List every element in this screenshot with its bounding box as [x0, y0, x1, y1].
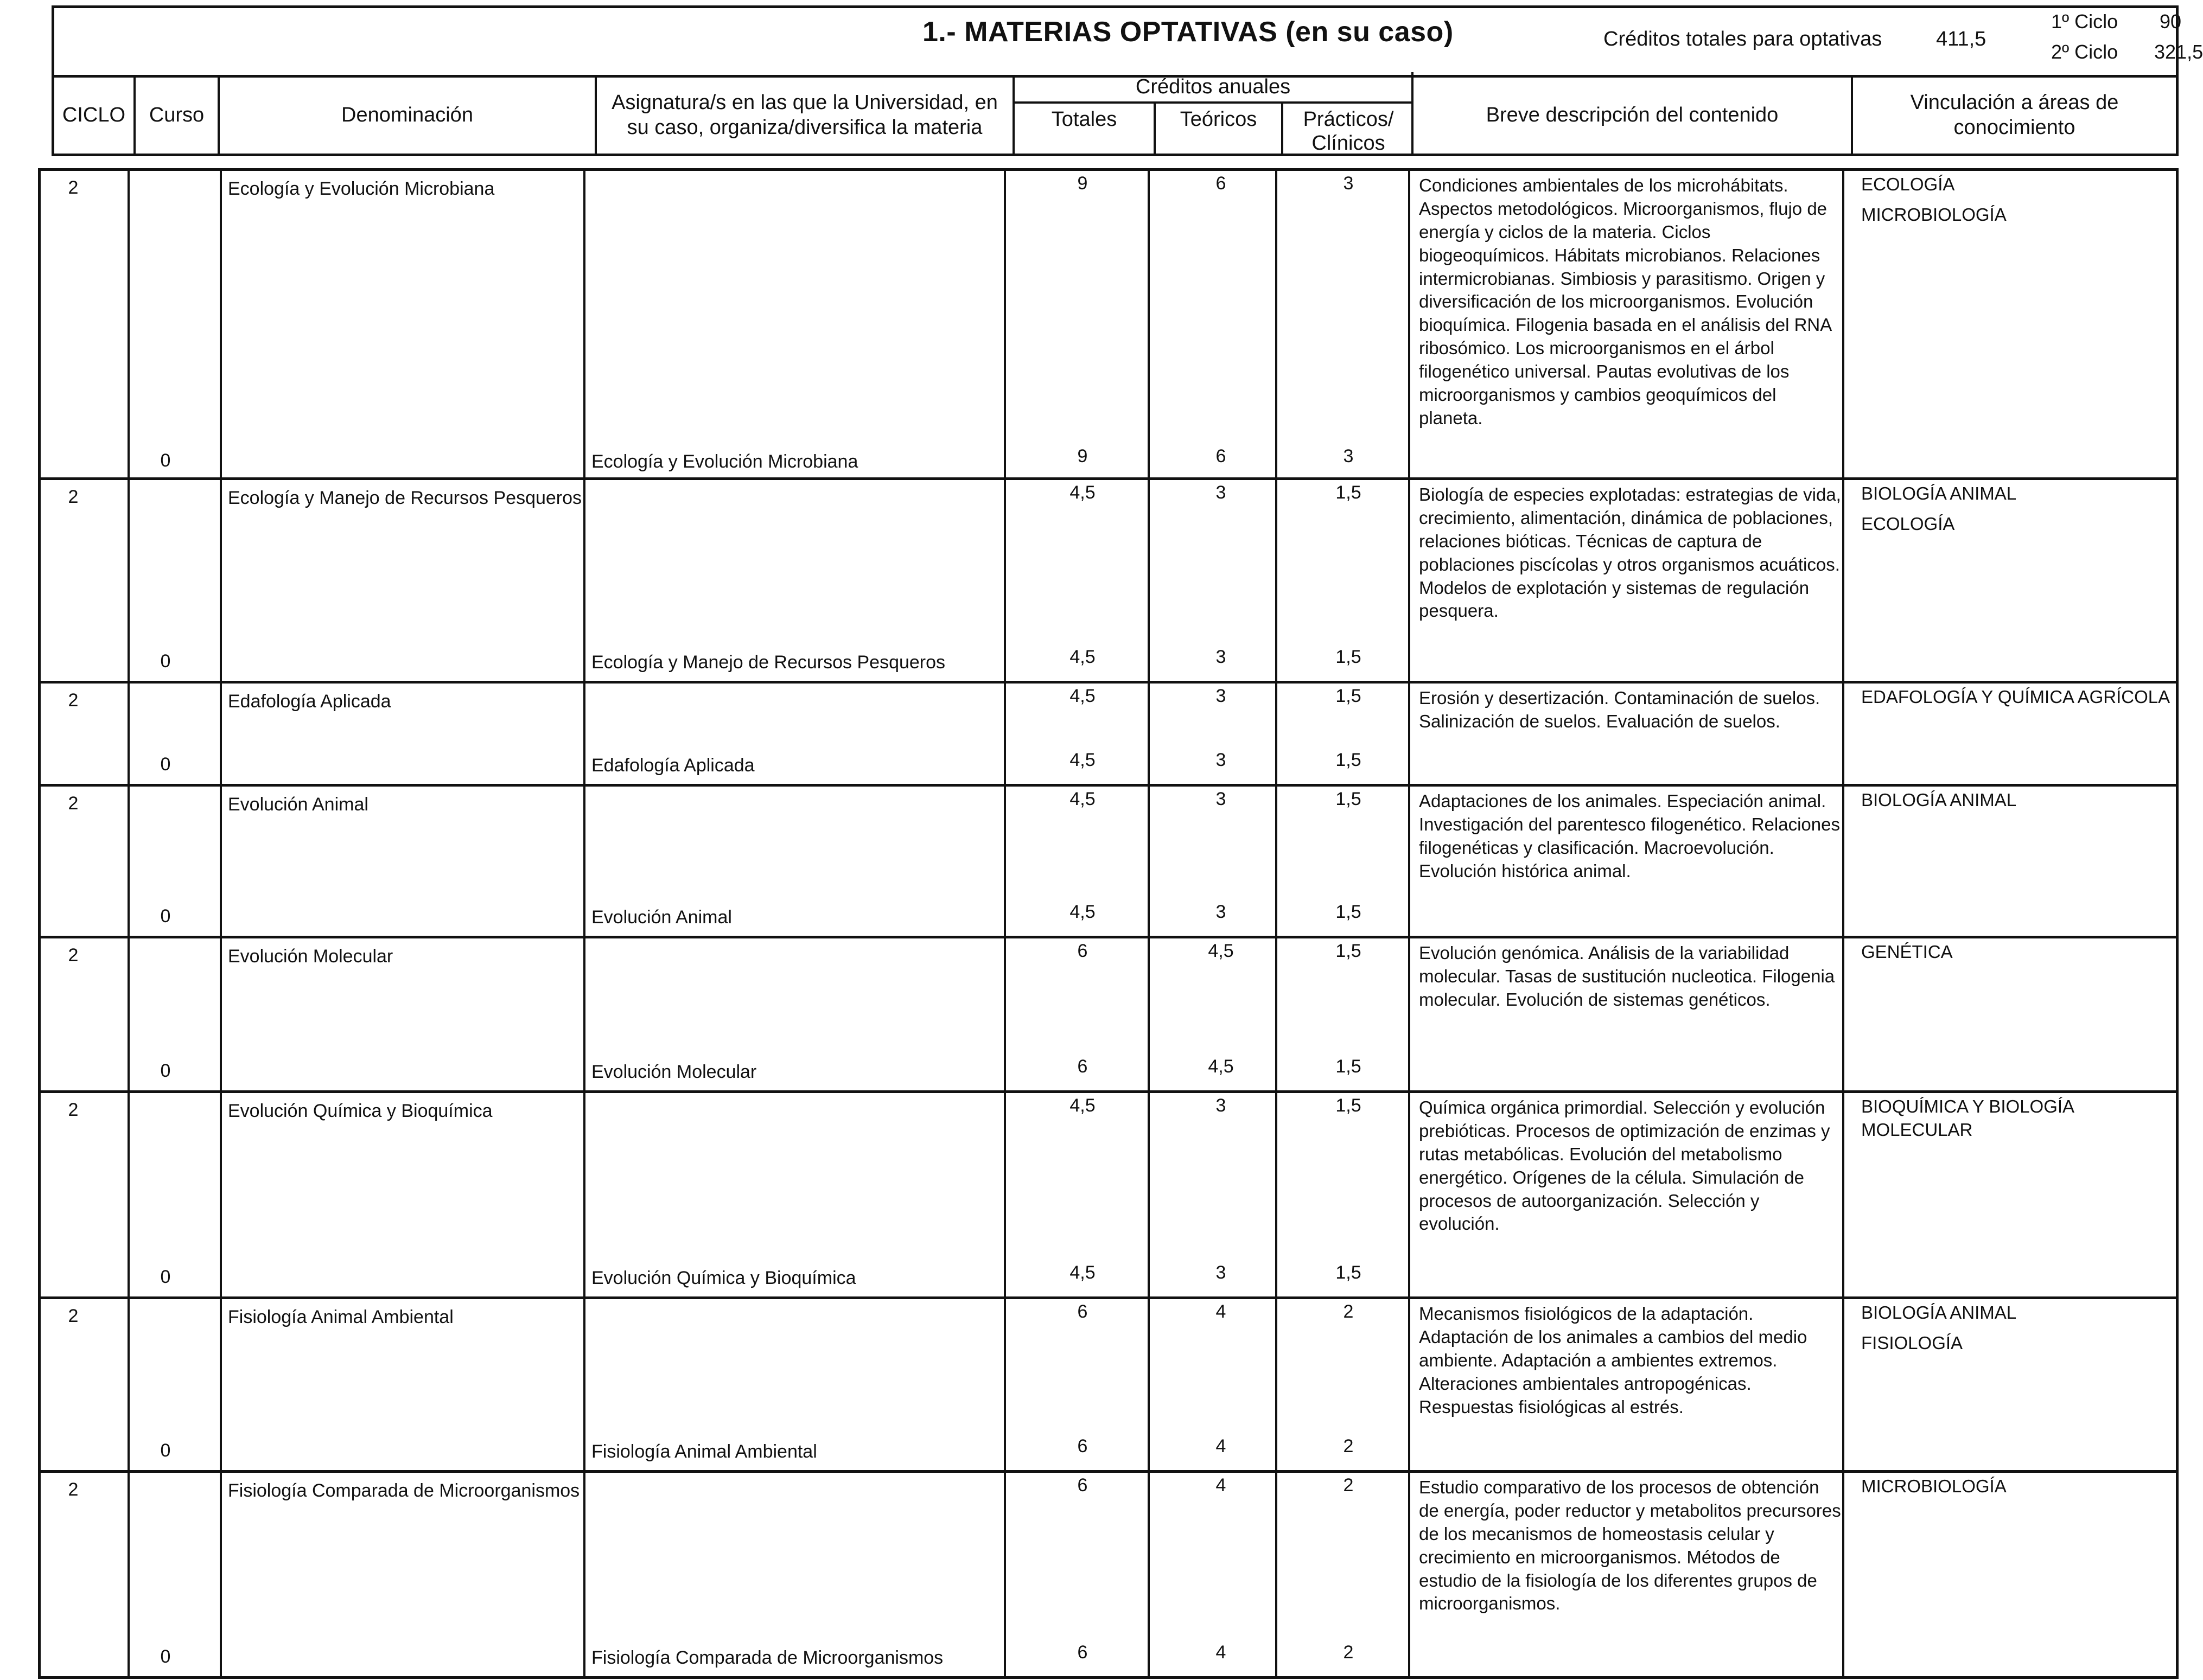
column-divider [1408, 1299, 1410, 1470]
column-divider [220, 480, 222, 681]
table-row [38, 480, 2179, 684]
practicos-cell: 1,5 [1335, 482, 1361, 503]
column-divider [128, 1473, 130, 1676]
totales-cell: 4,5 [1069, 482, 1096, 503]
practicos-cell: 1,5 [1335, 1056, 1361, 1077]
asignatura-cell: Evolución Animal [591, 907, 732, 928]
practicos-cell: 1,5 [1335, 789, 1361, 809]
ciclo-cell: 2 [68, 793, 79, 814]
area-label: ECOLOGÍA [1861, 514, 1955, 534]
table-row [38, 1473, 2179, 1679]
curso-cell: 0 [160, 1440, 171, 1461]
column-divider [220, 171, 222, 477]
col-asignaturas: Asignatura/s en las que la Universidad, en su caso, organiza/diversifica la materia [597, 78, 1015, 154]
column-divider [220, 1473, 222, 1676]
descripcion-cell: Evolución genómica. Análisis de la variabilidad molecular. Tasas de sustitución nucleotica. Filogenia molecular. Evolución de sistemas genéticos. [1419, 943, 1835, 1010]
column-divider [583, 1093, 585, 1296]
table-row [38, 168, 2179, 480]
denominacion-cell: Fisiología Comparada de Microorganismos [228, 1480, 580, 1501]
area-label: BIOLOGÍA ANIMAL [1861, 1302, 2017, 1323]
descripcion-cell: Mecanismos fisiológicos de la adaptación. Adaptación de los animales a cambios del medio ambiente. Adaptación a ambientes extremos. Alteraciones ambientales antropogénicas. Respuestas fisiológicas al estrés. [1419, 1304, 1807, 1417]
ciclo2-value: 321,5 [2154, 41, 2203, 63]
column-divider [583, 171, 585, 477]
practicos-cell: 2 [1343, 1475, 1354, 1496]
teoricos-cell: 6 [1215, 173, 1226, 194]
totales-cell: 6 [1077, 941, 1088, 961]
col-descripcion: Breve descripción del contenido [1414, 78, 1853, 154]
column-divider [1148, 480, 1150, 681]
practicos-cell: 1,5 [1335, 647, 1361, 667]
practicos-cell: 1,5 [1335, 686, 1361, 706]
teoricos-cell: 4 [1215, 1436, 1226, 1457]
column-divider [128, 171, 130, 477]
denominacion-cell: Evolución Molecular [228, 946, 393, 967]
curso-cell: 0 [160, 906, 171, 927]
practicos-cell: 3 [1343, 446, 1354, 467]
curso-cell: 0 [160, 1267, 171, 1287]
col-curso: Curso [136, 78, 220, 154]
column-divider [1408, 1093, 1410, 1296]
totales-cell: 9 [1077, 446, 1088, 467]
column-divider [128, 938, 130, 1090]
column-divider [1148, 938, 1150, 1090]
column-divider [1148, 787, 1150, 936]
teoricos-cell: 3 [1215, 647, 1226, 667]
column-divider [1148, 171, 1150, 477]
asignatura-cell: Evolución Molecular [591, 1062, 757, 1082]
column-divider [1148, 1093, 1150, 1296]
totales-cell: 4,5 [1069, 1262, 1096, 1283]
totales-cell: 9 [1077, 173, 1088, 194]
asignatura-cell: Fisiología Animal Ambiental [591, 1441, 817, 1462]
ciclo-cell: 2 [68, 1100, 79, 1120]
denominacion-cell: Ecología y Manejo de Recursos Pesqueros [228, 488, 582, 508]
totales-cell: 4,5 [1069, 647, 1096, 667]
ciclo-cell: 2 [68, 1306, 79, 1326]
column-divider [220, 1299, 222, 1470]
teoricos-cell: 3 [1215, 1095, 1226, 1116]
totales-cell: 6 [1077, 1301, 1088, 1322]
area-label: MICROBIOLOGÍA [1861, 205, 2007, 225]
col-creditos-group [1015, 72, 1414, 154]
ciclo-cell: 2 [68, 487, 79, 507]
column-header-row [52, 75, 2179, 156]
denominacion-cell: Fisiología Animal Ambiental [228, 1307, 454, 1327]
column-divider [583, 938, 585, 1090]
practicos-cell: 1,5 [1335, 750, 1361, 770]
teoricos-cell: 6 [1215, 446, 1226, 467]
area-label: MICROBIOLOGÍA [1861, 1476, 2007, 1496]
column-divider [1004, 787, 1006, 936]
credits-total: 411,5 [1936, 28, 1986, 50]
teoricos-cell: 3 [1215, 750, 1226, 770]
curso-cell: 0 [160, 450, 171, 471]
table-row [38, 1299, 2179, 1473]
column-divider [1004, 1473, 1006, 1676]
column-divider [1275, 684, 1277, 784]
col-vinculacion: Vinculación a áreas de conocimiento [1910, 91, 2119, 139]
area-label: BIOLOGÍA ANIMAL [1861, 790, 2017, 810]
asignatura-cell: Fisiología Comparada de Microorganismos [591, 1647, 944, 1668]
column-divider [128, 684, 130, 784]
column-divider [128, 1093, 130, 1296]
denominacion-cell: Evolución Química y Bioquímica [228, 1101, 493, 1121]
asignatura-cell: Ecología y Manejo de Recursos Pesqueros [591, 652, 946, 673]
area-label: FISIOLOGÍA [1861, 1333, 1963, 1353]
totales-cell: 6 [1077, 1475, 1088, 1496]
totales-cell: 4,5 [1069, 686, 1096, 706]
curso-cell: 0 [160, 1646, 171, 1667]
practicos-cell: 1,5 [1335, 1095, 1361, 1116]
descripcion-cell: Biología de especies explotadas: estrategias de vida, crecimiento, alimentación, dinámica de poblaciones, relaciones bióticas. Técnicas de captura de poblaciones piscícolas y otros organismos acuáticos. Modelos de explotación y sistemas de regulación pesquera. [1419, 484, 1841, 621]
asignatura-cell: Ecología y Evolución Microbiana [591, 451, 858, 472]
column-divider [128, 1299, 130, 1470]
column-divider [1004, 684, 1006, 784]
col-practicos: Prácticos/ Clínicos [1303, 108, 1394, 155]
column-divider [1275, 1473, 1277, 1676]
column-divider [583, 1473, 585, 1676]
curso-cell: 0 [160, 651, 171, 672]
ciclo-cell: 2 [68, 690, 79, 711]
totales-cell: 4,5 [1069, 902, 1096, 922]
credits-label: Créditos totales para optativas [1603, 28, 1882, 50]
col-denominacion: Denominación [220, 78, 597, 154]
column-divider [1842, 1093, 1844, 1296]
ciclo1-label: 1º Ciclo [2051, 10, 2118, 33]
teoricos-cell: 3 [1215, 482, 1226, 503]
area-label: GENÉTICA [1861, 942, 1953, 962]
column-divider [583, 480, 585, 681]
totales-cell: 6 [1077, 1056, 1088, 1077]
column-divider [1275, 171, 1277, 477]
column-divider [1842, 938, 1844, 1090]
column-divider [220, 1093, 222, 1296]
column-divider [1842, 684, 1844, 784]
col-ciclo: CICLO [54, 78, 136, 154]
column-divider [128, 787, 130, 936]
practicos-cell: 1,5 [1335, 941, 1361, 961]
page-title: 1.- MATERIAS OPTATIVAS (en su caso) [922, 16, 1454, 48]
denominacion-cell: Evolución Animal [228, 794, 368, 815]
teoricos-cell: 3 [1215, 902, 1226, 922]
column-divider [1275, 787, 1277, 936]
table-row [38, 787, 2179, 938]
teoricos-cell: 4 [1215, 1301, 1226, 1322]
table-row [38, 1093, 2179, 1299]
descripcion-cell: Estudio comparativo de los procesos de obtención de energía, poder reductor y metabolitos precursores de los mecanismos de homeostasis celular y crecimiento en microorganismos. Métodos de estudio de la fisiología de los diferentes grupos de microorganismos. [1419, 1477, 1841, 1614]
ciclo2-label: 2º Ciclo [2051, 41, 2118, 63]
totales-cell: 4,5 [1069, 750, 1096, 770]
column-divider [1275, 1093, 1277, 1296]
column-divider [1408, 480, 1410, 681]
ciclo-cell: 2 [68, 177, 79, 198]
ciclo-cell: 2 [68, 1479, 79, 1500]
descripcion-cell: Adaptaciones de los animales. Especiación animal. Investigación del parentesco filogenético. Relaciones filogenéticas y clasificación. Macroevolución. Evolución histórica animal. [1419, 791, 1840, 881]
denominacion-cell: Edafología Aplicada [228, 691, 391, 712]
teoricos-cell: 3 [1215, 1262, 1226, 1283]
totales-cell: 4,5 [1069, 1095, 1096, 1116]
col-teoricos: Teóricos [1156, 104, 1283, 154]
column-divider [583, 684, 585, 784]
column-divider [1004, 1299, 1006, 1470]
table-row [38, 684, 2179, 787]
column-divider [1275, 1299, 1277, 1470]
totales-cell: 4,5 [1069, 789, 1096, 809]
column-divider [1004, 171, 1006, 477]
column-divider [1842, 1299, 1844, 1470]
teoricos-cell: 3 [1215, 686, 1226, 706]
column-divider [220, 684, 222, 784]
column-divider [1408, 1473, 1410, 1676]
column-divider [220, 787, 222, 936]
title-bar [52, 5, 2203, 75]
column-divider [1004, 480, 1006, 681]
column-divider [1004, 1093, 1006, 1296]
area-label: BIOLOGÍA ANIMAL [1861, 483, 2017, 503]
teoricos-cell: 4 [1215, 1475, 1226, 1496]
totales-cell: 6 [1077, 1642, 1088, 1663]
col-creditos: Créditos anuales [1015, 72, 1411, 104]
column-divider [1408, 787, 1410, 936]
column-divider [1148, 1299, 1150, 1470]
table-row [38, 938, 2179, 1093]
curso-cell: 0 [160, 754, 171, 775]
column-divider [1148, 1473, 1150, 1676]
column-divider [1842, 171, 1844, 477]
teoricos-cell: 4 [1215, 1642, 1226, 1663]
practicos-cell: 1,5 [1335, 902, 1361, 922]
col-totales: Totales [1015, 104, 1156, 154]
column-divider [1842, 787, 1844, 936]
column-divider [1408, 171, 1410, 477]
asignatura-cell: Evolución Química y Bioquímica [591, 1268, 856, 1288]
denominacion-cell: Ecología y Evolución Microbiana [228, 178, 495, 199]
column-divider [1004, 938, 1006, 1090]
column-divider [583, 1299, 585, 1470]
area-label: EDAFOLOGÍA Y QUÍMICA AGRÍCOLA [1861, 687, 2170, 707]
descripcion-cell: Condiciones ambientales de los microhábitats. Aspectos metodológicos. Microorganismos, flujo de energía y ciclos de la materia. Ciclos biogeoquímicos. Hábitats microbianos. Relaciones intermicrobianas. Simbiosis y parasitismo. Origen y diversificación de los microorganismos. Evolución bioquímica. Filogenia basada en el análisis del RNA ribosómico. Los microorganismos en el árbol filogenético universal. Pautas evolutivas de los microorganismos y cambios geoquímicos del planeta. [1419, 175, 1831, 428]
descripcion-cell: Química orgánica primordial. Selección y evolución prebióticas. Procesos de optimización de enzimas y rutas metabólicas. Evolución del metabolismo energético. Orígenes de la célula. Simulación de procesos de autoorganización. Selección y evolución. [1419, 1097, 1830, 1234]
practicos-cell: 2 [1343, 1301, 1354, 1322]
column-divider [1408, 938, 1410, 1090]
column-divider [220, 938, 222, 1090]
column-divider [1148, 684, 1150, 784]
practicos-cell: 2 [1343, 1642, 1354, 1663]
ciclo-cell: 2 [68, 945, 79, 966]
teoricos-cell: 3 [1215, 789, 1226, 809]
column-divider [1275, 938, 1277, 1090]
ciclo1-value: 90 [2160, 10, 2182, 33]
column-divider [1275, 480, 1277, 681]
teoricos-cell: 4,5 [1208, 1056, 1234, 1077]
totales-cell: 6 [1077, 1436, 1088, 1457]
column-divider [1408, 684, 1410, 784]
practicos-cell: 2 [1343, 1436, 1354, 1457]
area-label: ECOLOGÍA [1861, 174, 1955, 194]
area-label: BIOQUÍMICA Y BIOLOGÍA MOLECULAR [1861, 1096, 2074, 1140]
practicos-cell: 1,5 [1335, 1262, 1361, 1283]
practicos-cell: 3 [1343, 173, 1354, 194]
column-divider [583, 787, 585, 936]
asignatura-cell: Edafología Aplicada [591, 755, 755, 776]
column-divider [1842, 480, 1844, 681]
column-divider [128, 480, 130, 681]
curso-cell: 0 [160, 1061, 171, 1081]
descripcion-cell: Erosión y desertización. Contaminación de suelos. Salinización de suelos. Evaluación de suelos. [1419, 688, 1820, 731]
teoricos-cell: 4,5 [1208, 941, 1234, 961]
column-divider [1842, 1473, 1844, 1676]
